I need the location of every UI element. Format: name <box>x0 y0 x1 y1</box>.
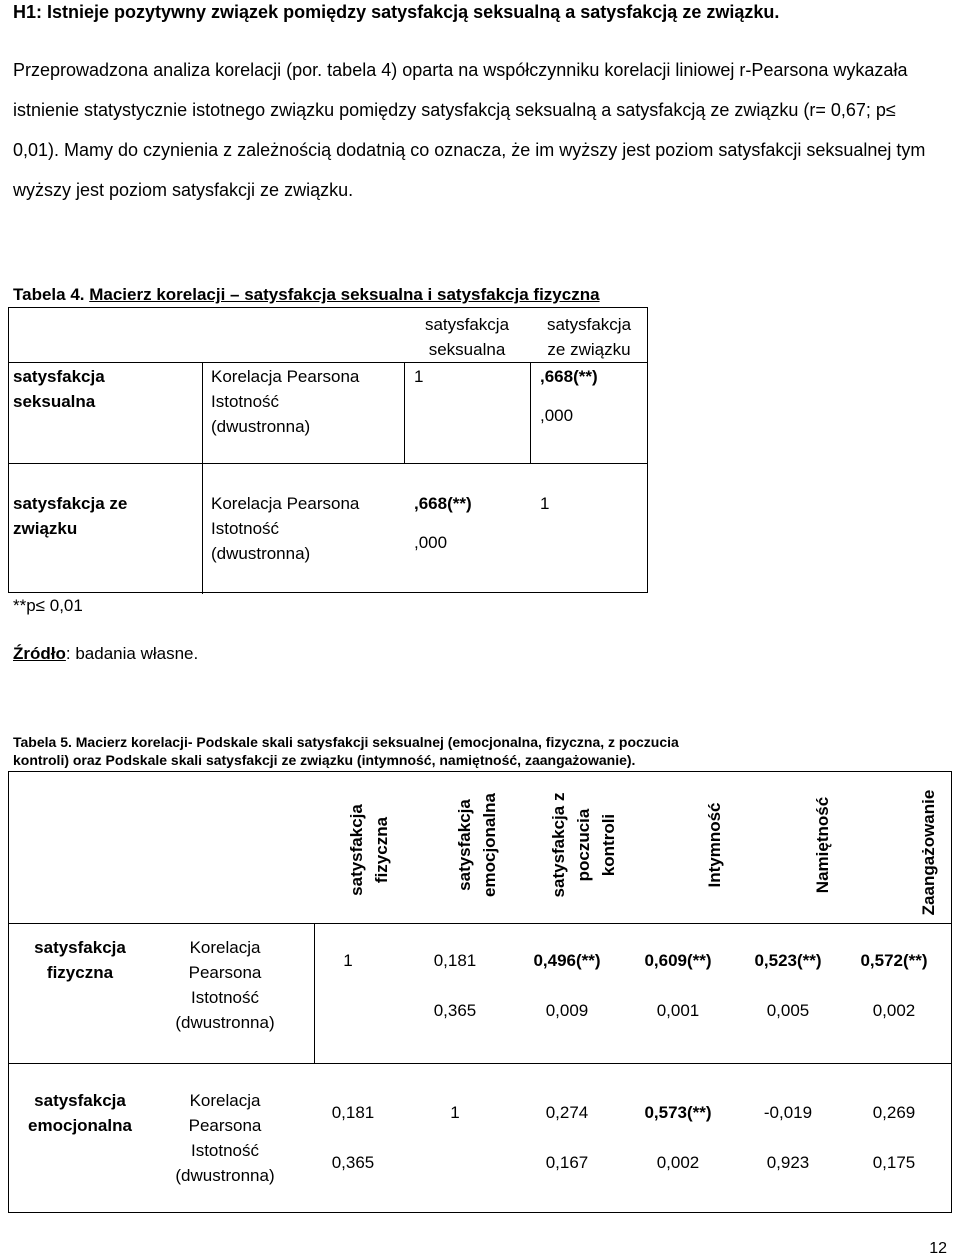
table4-cell: ,000 <box>414 533 448 552</box>
row-label-text: fizyczna <box>46 963 114 982</box>
caption-line: kontroli) oraz Podskale skali satysfakcji ze związku (intymność, namiętność, zaangażowanie). <box>13 752 636 768</box>
table5-cell: 0,274 <box>545 1103 589 1122</box>
stat-text: Istotność <box>190 1141 260 1160</box>
row-label-text: seksualna <box>13 392 96 411</box>
header-text: satysfakcja <box>347 804 366 896</box>
paragraph-line: wyższy jest poziom satysfakcji ze związku. <box>13 180 354 200</box>
source-text: : badania własne. <box>65 644 199 663</box>
table5-cell: 0,005 <box>766 1001 810 1020</box>
page-number: 12 <box>929 1240 947 1257</box>
header-text: fizyczna <box>372 816 391 884</box>
table5-cell: 0,181 <box>331 1103 375 1122</box>
table5-cell: 0,269 <box>872 1103 916 1122</box>
header-text: Intymność <box>705 802 724 888</box>
source-label: Źródło <box>13 644 66 663</box>
stat-text: (dwustronna) <box>175 1166 275 1185</box>
caption-line: Tabela 5. Macierz korelacji- Podskale skali satysfakcji seksualnej (emocjonalna, fizyczna, z poczucia <box>13 734 679 750</box>
table5-col-header <box>810 785 835 905</box>
stat-text: Istotność <box>211 519 280 538</box>
stat-text: Korelacja Pearsona <box>211 367 360 386</box>
table5-stat-label <box>165 1088 285 1188</box>
table5-cell: 0,002 <box>872 1001 916 1020</box>
header-text: poczucia <box>574 808 593 882</box>
table4-cell: 1 <box>414 367 424 386</box>
significance-note: **p≤ 0,01 <box>13 596 83 615</box>
header-text: satysfakcja <box>455 799 474 891</box>
table4-col-header <box>405 312 529 362</box>
stat-text: Korelacja <box>189 1091 261 1110</box>
row-label-text: związku <box>13 519 78 538</box>
table5-cell: 0,009 <box>545 1001 589 1020</box>
table5-cell: 0,167 <box>545 1153 589 1172</box>
table4-caption-label: Tabela 4. <box>13 285 85 304</box>
stat-text: Korelacja <box>189 938 261 957</box>
paragraph-line: istnienie statystycznie istotnego związku pomiędzy satysfakcją seksualną a satysfakcją ze związku (r= 0,67; p≤ <box>13 100 896 120</box>
table4-cell: ,668(**) <box>540 367 598 386</box>
stat-text: Korelacja Pearsona <box>211 494 360 513</box>
table5-cell: -0,019 <box>763 1103 813 1122</box>
paragraph-line: 0,01). Mamy do czynienia z zależnością dodatnią co oznacza, że im wyższy jest poziom satysfakcji seksualnej tym <box>13 140 926 160</box>
stat-text: Istotność <box>190 988 260 1007</box>
table5-cell: 0,002 <box>656 1153 700 1172</box>
paragraph-line: Przeprowadzona analiza korelacji (por. tabela 4) oparta na współczynniku korelacji liniowej r-Pearsona wykazała <box>13 60 908 80</box>
table5-col-header <box>344 795 394 905</box>
table5-cell: 0,573(**) <box>644 1103 712 1122</box>
stat-text: (dwustronna) <box>175 1013 275 1032</box>
table5-col-header <box>546 780 621 910</box>
header-text: emocjonalna <box>480 793 499 897</box>
row-label-text: satysfakcja <box>13 367 105 386</box>
table5-cell: 0,175 <box>872 1153 916 1172</box>
source-note <box>13 641 198 666</box>
header-text: ze związku <box>547 340 631 359</box>
header-text: Namiętność <box>813 796 832 894</box>
header-text: satysfakcja <box>424 315 510 334</box>
row-label-text: satysfakcja <box>34 1091 126 1110</box>
table4-stat-label <box>211 364 359 439</box>
table5-cell: 0,523(**) <box>754 951 822 970</box>
table5-cell: 0,181 <box>433 951 477 970</box>
table4-col-header <box>531 312 647 362</box>
table4-caption-text: Macierz korelacji – satysfakcja seksualna i satysfakcja fizyczna <box>89 285 600 304</box>
header-text: Zaangażowanie <box>919 789 938 916</box>
table4-row-label <box>13 491 127 541</box>
table5-col-header <box>452 780 502 910</box>
stat-text: (dwustronna) <box>211 417 311 436</box>
table5-cell: 0,365 <box>331 1153 375 1172</box>
header-text: kontroli <box>599 813 618 877</box>
table5-row-label <box>20 935 140 985</box>
table5-cell: 0,001 <box>656 1001 700 1020</box>
row-label-text: emocjonalna <box>28 1116 132 1135</box>
table5-row-label <box>20 1088 140 1138</box>
header-text: seksualna <box>428 340 506 359</box>
stat-text: (dwustronna) <box>211 544 311 563</box>
row-label-text: satysfakcja ze <box>13 494 128 513</box>
table5-cell: 0,609(**) <box>644 951 712 970</box>
table5-cell: 1 <box>450 1103 460 1122</box>
table4-stat-label <box>211 491 359 566</box>
table4-cell: ,000 <box>540 406 574 425</box>
table4-cell: ,668(**) <box>414 494 472 513</box>
table5-cell: 0,496(**) <box>533 951 601 970</box>
hypothesis-heading: H1: Istnieje pozytywny związek pomiędzy satysfakcją seksualną a satysfakcją ze związku. <box>13 2 780 22</box>
table4-row-label <box>13 364 105 414</box>
table5-stat-label <box>165 935 285 1035</box>
table5-cell: 0,923 <box>766 1153 810 1172</box>
table5-cell: 0,572(**) <box>860 951 928 970</box>
table5-cell: 0,365 <box>433 1001 477 1020</box>
table5-cell: 1 <box>343 951 353 970</box>
table4-cell: 1 <box>540 494 550 513</box>
stat-text: Pearsona <box>188 1116 262 1135</box>
stat-text: Istotność <box>211 392 280 411</box>
header-text: satysfakcja z <box>549 792 568 898</box>
table5-col-header <box>702 790 727 900</box>
stat-text: Pearsona <box>188 963 262 982</box>
row-label-text: satysfakcja <box>34 938 126 957</box>
header-text: satysfakcja <box>546 315 632 334</box>
table5-caption <box>13 733 679 769</box>
table5-col-header <box>916 785 941 920</box>
table4-caption <box>13 285 600 305</box>
